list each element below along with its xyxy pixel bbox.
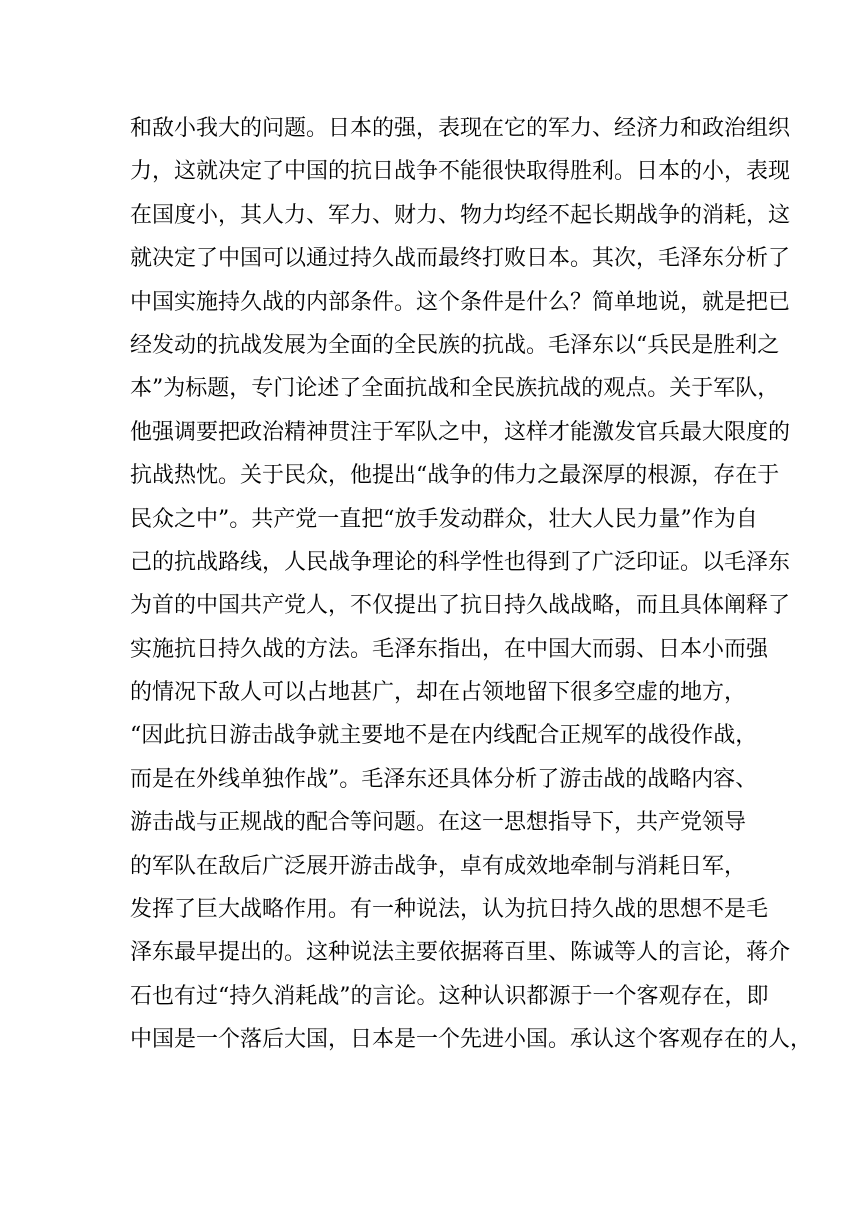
text-line: 中国是一个落后大国，日本是一个先进小国。承认这个客观存在的人， bbox=[130, 1027, 813, 1053]
text-line: 中国实施持久战的内部条件。这个条件是什么？简单地说，就是把已 bbox=[130, 289, 791, 315]
text-line: 民众之中”。共产党一直把“放手发动群众，壮大人民力量”作为自 bbox=[130, 506, 758, 532]
text-line: 己的抗战路线，人民战争理论的科学性也得到了广泛印证。以毛泽东 bbox=[130, 549, 791, 575]
text-line: 他强调要把政治精神贯注于军队之中，这样才能激发官兵最大限度的 bbox=[130, 419, 791, 445]
text-line: 在国度小，其人力、军力、财力、物力均经不起长期战争的消耗，这 bbox=[130, 202, 791, 228]
text-line: 和敌小我大的问题。日本的强，表现在它的军力、经济力和政治组织 bbox=[130, 116, 791, 141]
text-line: 的军队在敌后广泛展开游击战争，卓有成效地牵制与消耗日军， bbox=[130, 853, 747, 879]
text-line: 发挥了巨大战略作用。有一种说法，认为抗日持久战的思想不是毛 bbox=[130, 897, 769, 923]
text-line: 力，这就决定了中国的抗日战争不能很快取得胜利。日本的小，表现 bbox=[130, 159, 791, 185]
text-line: “因此抗日游击战争就主要地不是在内线配合正规军的战役作战， bbox=[130, 723, 758, 749]
text-line: 游击战与正规战的配合等问题。在这一思想指导下，共产党领导 bbox=[130, 810, 747, 836]
text-line: 石也有过“持久消耗战”的言论。这种认识都源于一个客观存在，即 bbox=[130, 983, 769, 1009]
text-line: 就决定了中国可以通过持久战而最终打败日本。其次，毛泽东分析了 bbox=[130, 246, 791, 272]
text-line: 为首的中国共产党人，不仅提出了抗日持久战战略，而且具体阐释了 bbox=[130, 593, 791, 619]
text-line: 的情况下敌人可以占地甚广，却在占领地留下很多空虚的地方， bbox=[130, 680, 747, 706]
text-line: 抗战热忱。关于民众，他提出“战争的伟力之最深厚的根源，存在于 bbox=[130, 463, 780, 489]
text-line: 实施抗日持久战的方法。毛泽东指出，在中国大而弱、日本小而强 bbox=[130, 636, 769, 662]
text-line: 而是在外线单独作战”。毛泽东还具体分析了游击战的战略内容、 bbox=[130, 766, 758, 792]
text-line: 泽东最早提出的。这种说法主要依据蒋百里、陈诚等人的言论，蒋介 bbox=[130, 940, 791, 966]
body-text bbox=[130, 107, 813, 1062]
text-line: 经发动的抗战发展为全面的全民族的抗战。毛泽东以“兵民是胜利之 bbox=[130, 332, 780, 358]
text-line: 本”为标题，专门论述了全面抗战和全民族抗战的观点。关于军队， bbox=[130, 376, 780, 402]
